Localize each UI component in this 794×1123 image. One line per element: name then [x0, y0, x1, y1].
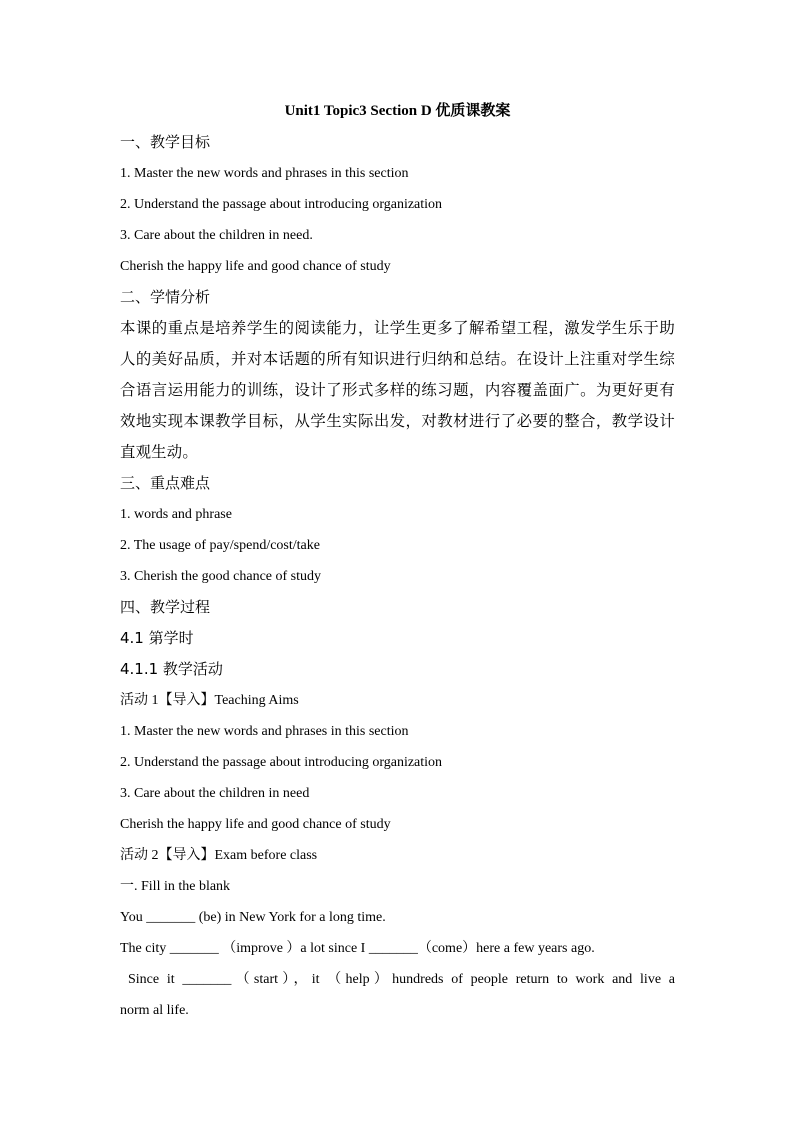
activity-item: 3. Care about the children in need — [120, 786, 310, 801]
exercise-question: The city _______ （improve ）a lot since I _______（come）here a few years ago. — [120, 941, 595, 956]
exercise-question: Since it _______（start），it （help）hundreds of people return to work and live a — [128, 972, 675, 987]
objective-item: 3. Care about the children in need. — [120, 228, 313, 243]
exercise-question: You _______ (be) in New York for a long time. — [120, 910, 386, 925]
subsection-heading: 4.1 第学时 — [120, 629, 194, 647]
activity-title: 活动 2【导入】Exam before class — [120, 848, 318, 863]
objective-item: Cherish the happy life and good chance of study — [120, 259, 391, 274]
exercise-part-heading: 一. Fill in the blank — [120, 879, 231, 894]
activity-title: 活动 1【导入】Teaching Aims — [120, 693, 299, 708]
key-point-item: 1. words and phrase — [120, 507, 232, 522]
objective-item: 2. Understand the passage about introducing organization — [120, 197, 443, 212]
exercise-question-continuation: norm al life. — [120, 1003, 189, 1018]
activity-item: 2. Understand the passage about introducing organization — [120, 755, 443, 770]
section-heading-key-points: 三、重点难点 — [120, 474, 211, 492]
key-point-item: 3. Cherish the good chance of study — [120, 569, 322, 584]
section-heading-objectives: 一、教学目标 — [120, 133, 211, 151]
document-title: Unit1 Topic3 Section D 优质课教案 — [284, 103, 511, 119]
objective-item: 1. Master the new words and phrases in this section — [120, 166, 409, 181]
document-page — [120, 96, 675, 1026]
section-heading-analysis: 二、学情分析 — [120, 288, 211, 306]
section-heading-process: 四、教学过程 — [120, 598, 211, 616]
analysis-paragraph: 本课的重点是培养学生的阅读能力，让学生更多了解希望工程，激发学生乐于助人的美好品质，并对本话题的所有知识进行归纳和总结。在设计上注重对学生综合语言运用能力的训练，设计了形式多样的练习题，内容覆盖面广。为更好更有效地实现本课教学目标，从学生实际出发，对教材进行了必要的整合，教学设计直观生动。 — [120, 319, 675, 461]
subsection-heading: 4.1.1 教学活动 — [120, 660, 223, 678]
activity-item: Cherish the happy life and good chance of study — [120, 817, 391, 832]
activity-item: 1. Master the new words and phrases in this section — [120, 724, 409, 739]
key-point-item: 2. The usage of pay/spend/cost/take — [120, 538, 320, 553]
